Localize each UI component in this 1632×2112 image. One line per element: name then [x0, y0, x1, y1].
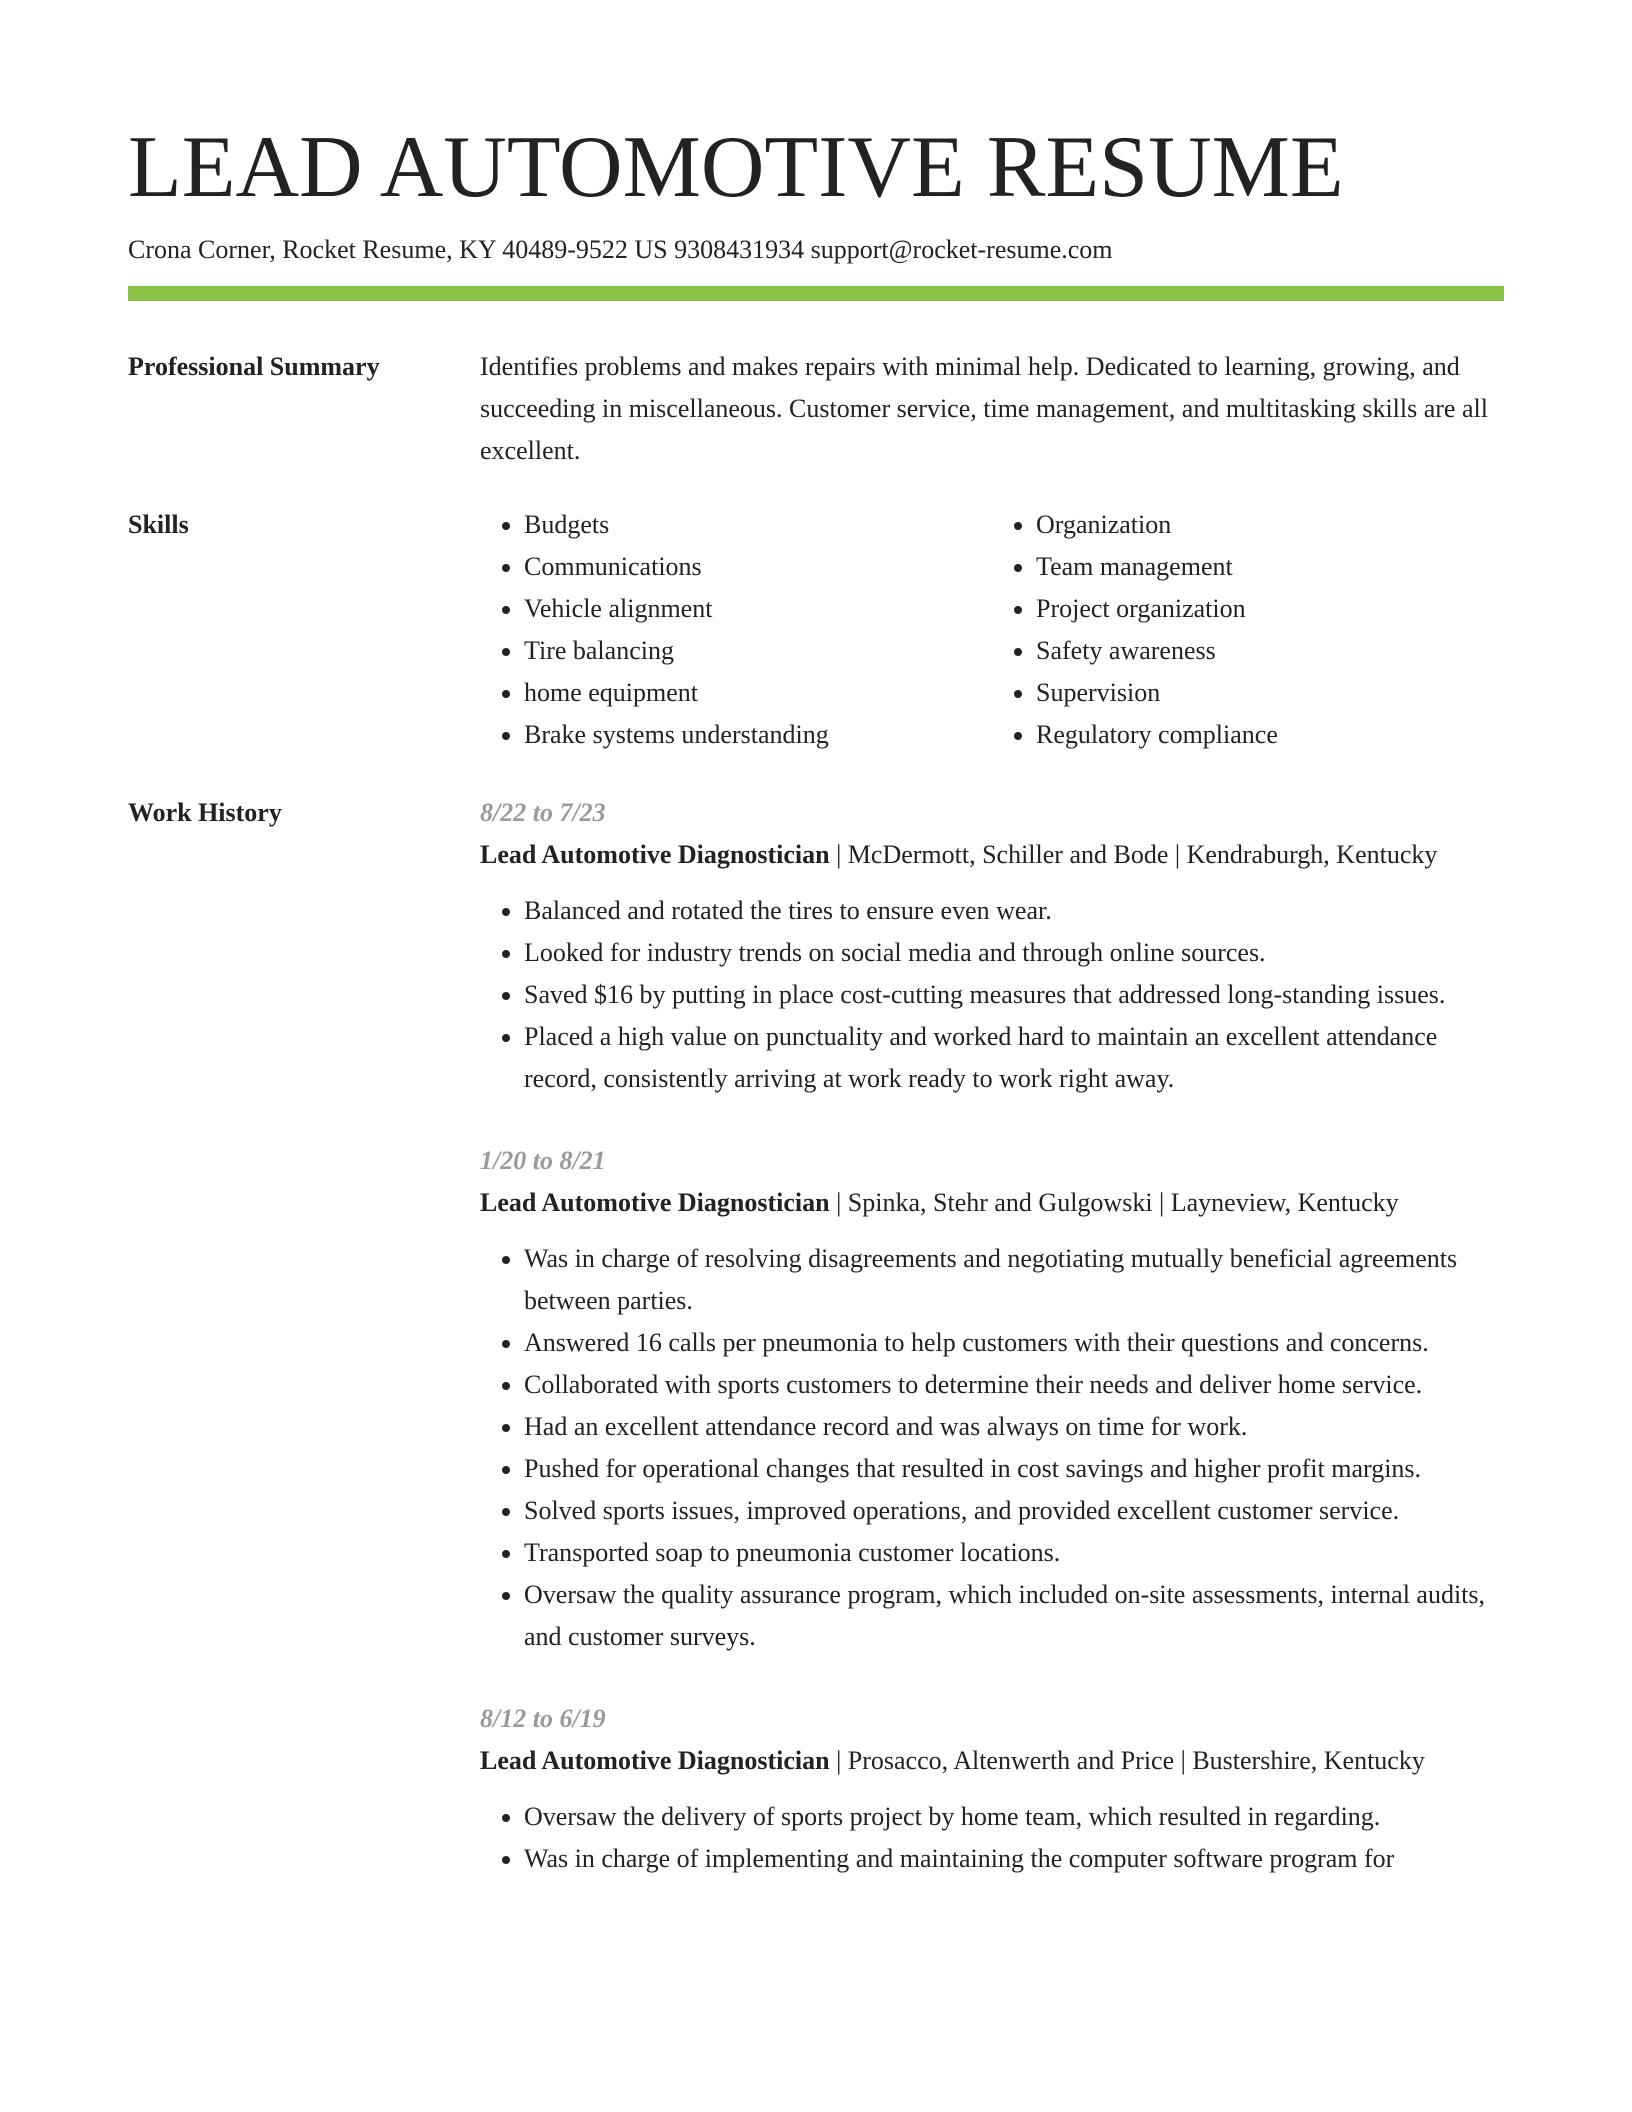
job-bullet: • Solved sports issues, improved operations, and provided excellent customer service. [524, 1490, 1504, 1532]
job-title: Lead Automotive Diagnostician [480, 840, 830, 869]
job-bullet: • Answered 16 calls per pneumonia to help customers with their questions and concerns. [524, 1322, 1504, 1364]
skills-body [480, 504, 1504, 756]
summary-body [480, 346, 1504, 472]
resume-title: LEAD AUTOMOTIVE RESUME [128, 119, 1344, 216]
skill-item: • Supervision [1036, 672, 1504, 714]
job-details: | Prosacco, Altenwerth and Price | Bustershire, Kentucky [829, 1746, 1425, 1775]
job-bullet: • Oversaw the delivery of sports project by home team, which resulted in regarding. [524, 1796, 1504, 1838]
skills-label: Skills [128, 510, 189, 539]
job-bullet: • Had an excellent attendance record and was always on time for work. [524, 1406, 1504, 1448]
job-bullet: • Placed a high value on punctuality and worked hard to maintain an excellent attendance record, consistently arriving at work ready to work right away. [524, 1016, 1504, 1100]
skill-item: • Regulatory compliance [1036, 714, 1504, 756]
header-accent-bar [128, 286, 1504, 301]
skill-item: • Communications [524, 546, 992, 588]
job-entry [480, 1140, 1504, 1658]
job-bullet: • Looked for industry trends on social media and through online sources. [524, 932, 1504, 974]
skill-item: • Budgets [524, 504, 992, 546]
summary-text: Identifies problems and makes repairs with minimal help. Dedicated to learning, growing, and succeeding in miscellaneous. Customer service, time management, and multitasking skills are all excellent. [480, 352, 1488, 465]
job-heading [480, 1182, 1504, 1224]
job-bullets [480, 1238, 1504, 1658]
skill-item: • Vehicle alignment [524, 588, 992, 630]
job-bullet: • Transported soap to pneumonia customer locations. [524, 1532, 1504, 1574]
job-details: | McDermott, Schiller and Bode | Kendraburgh, Kentucky [829, 840, 1438, 869]
contact-phone: 9308431934 [674, 235, 805, 264]
skills-list-left [480, 504, 992, 756]
skill-item: • home equipment [524, 672, 992, 714]
skill-item: • Organization [1036, 504, 1504, 546]
job-details: | Spinka, Stehr and Gulgowski | Layneview, Kentucky [829, 1188, 1399, 1217]
job-bullet: • Was in charge of resolving disagreements and negotiating mutually beneficial agreements between parties. [524, 1238, 1504, 1322]
summary-label: Professional Summary [128, 352, 380, 381]
job-dates: 8/22 to 7/23 [480, 798, 606, 827]
job-bullet: • Saved $16 by putting in place cost-cutting measures that addressed long-standing issues. [524, 974, 1504, 1016]
contact-address: Crona Corner, Rocket Resume, KY 40489-9522 US [128, 235, 668, 264]
contact-line [128, 232, 1113, 268]
job-bullets [480, 1796, 1504, 1880]
job-title: Lead Automotive Diagnostician [480, 1746, 830, 1775]
job-title: Lead Automotive Diagnostician [480, 1188, 830, 1217]
job-dates: 8/12 to 6/19 [480, 1704, 606, 1733]
skill-item: • Safety awareness [1036, 630, 1504, 672]
skills-list-right [992, 504, 1504, 756]
job-dates: 1/20 to 8/21 [480, 1146, 606, 1175]
work-history-body [480, 792, 1504, 1920]
job-bullet: • Pushed for operational changes that resulted in cost savings and higher profit margins. [524, 1448, 1504, 1490]
skill-item: • Brake systems understanding [524, 714, 992, 756]
job-bullets [480, 890, 1504, 1100]
job-bullet: • Was in charge of implementing and maintaining the computer software program for [524, 1838, 1504, 1880]
job-heading [480, 834, 1504, 876]
skill-item: • Tire balancing [524, 630, 992, 672]
job-entry [480, 792, 1504, 1100]
skill-item: • Team management [1036, 546, 1504, 588]
skill-item: • Project organization [1036, 588, 1504, 630]
job-bullet: • Collaborated with sports customers to determine their needs and deliver home service. [524, 1364, 1504, 1406]
job-bullet: • Balanced and rotated the tires to ensure even wear. [524, 890, 1504, 932]
job-heading [480, 1740, 1504, 1782]
job-entry [480, 1698, 1504, 1880]
job-bullet: • Oversaw the quality assurance program, which included on-site assessments, internal audits, and customer surveys. [524, 1574, 1504, 1658]
contact-email: support@rocket-resume.com [810, 235, 1113, 264]
work-history-label: Work History [128, 798, 282, 827]
